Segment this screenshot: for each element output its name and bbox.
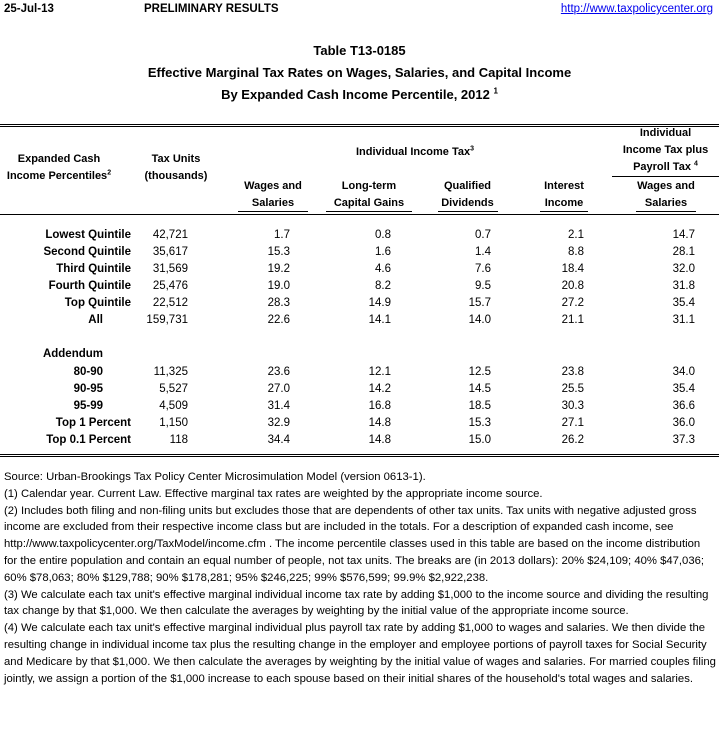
col-header-percentiles: Expanded Cash Income Percentiles$^2$ <box>6 153 112 182</box>
table-rule-bottom <box>0 454 719 455</box>
footnote-1: (1) Calendar year. Current Law. Effective marginal tax rates are weighted by the appropriate income source. <box>4 487 543 500</box>
table-rule-bottom-2 <box>0 456 719 457</box>
addendum-heading <box>0 348 719 365</box>
cell-interest: 27.2 <box>561 297 584 309</box>
cell-units: 22,512 <box>152 297 188 309</box>
cell-wages: 1.7 <box>274 229 290 241</box>
cell-interest: 2.1 <box>568 229 584 241</box>
cell-units: 5,527 <box>159 383 188 395</box>
payroll-wages-underline <box>636 211 696 212</box>
col-group-payroll: Individual Income Tax plus Payroll Tax $^4$ <box>622 127 709 173</box>
cell-payroll: 35.4 <box>672 383 695 395</box>
table-row-total <box>0 314 719 331</box>
ltcg-underline <box>326 211 412 212</box>
status-label: PRELIMINARY RESULTS <box>144 3 279 15</box>
col-header-interest: Interest Income <box>544 180 584 209</box>
cell-dividends: 7.6 <box>475 263 491 275</box>
cell-ltcg: 14.8 <box>368 434 391 446</box>
row-label: 80-90 <box>73 366 103 378</box>
cell-units: 159,731 <box>146 314 188 326</box>
table-row <box>0 366 719 383</box>
cell-units: 35,617 <box>152 246 188 258</box>
cell-interest: 30.3 <box>561 400 584 412</box>
header-rule-bottom <box>0 214 719 215</box>
addendum-label: Addendum <box>42 348 103 360</box>
cell-payroll: 37.3 <box>672 434 695 446</box>
cell-ltcg: 12.1 <box>368 366 391 378</box>
cell-wages: 31.4 <box>267 400 290 412</box>
footnote-3: (3) We calculate each tax unit's effective marginal individual income tax rate by adding $1,000 to the income source and dividing the resulting tax change by that $1,000. We then calculate the averages by weighting by the initial value of the appropriate income source. <box>4 588 709 618</box>
table-title: Effective Marginal Tax Rates on Wages, Salaries, and Capital Income <box>147 65 572 80</box>
cell-ltcg: 16.8 <box>368 400 391 412</box>
cell-wages: 23.6 <box>267 366 290 378</box>
cell-ltcg: 14.8 <box>368 417 391 429</box>
cell-payroll: 36.6 <box>672 400 695 412</box>
cell-payroll: 31.1 <box>672 314 695 326</box>
col-header-dividends: Qualified Dividends <box>441 180 494 209</box>
website-link[interactable]: http://www.taxpolicycenter.org <box>560 3 713 15</box>
row-label: Second Quintile <box>43 246 131 258</box>
cell-wages: 28.3 <box>267 297 290 309</box>
dividends-underline <box>438 211 498 212</box>
cell-wages: 19.2 <box>267 263 290 275</box>
interest-underline <box>540 211 588 212</box>
cell-ltcg: 1.6 <box>375 246 391 258</box>
cell-ltcg: 14.1 <box>368 314 391 326</box>
footnote-2: (2) Includes both filing and non-filing units but excludes those that are dependents of other tax units. Tax units with negative adjusted gross income are excluded from their respective income class but are included in the totals. For a description of expanded cash income, see http://www.taxpolicycenter.org/TaxModel/income.cfm . The income percentile classes used in this table are based on the income distribution for the entire population and contain an equal number of people, not tax units. The breaks are (in 2013 dollars): 20% $24,109; 40% $47,036; 60% $78,063; 80% $129,788; 90% $178,281; 95% $246,225; 99% $576,599; 99.9% $2,922,238. <box>4 504 705 584</box>
table-subtitle: By Expanded Cash Income Percentile, 2012 $^1$ <box>221 86 498 102</box>
table-row <box>0 280 719 297</box>
col-header-payroll-wages: Wages and Salaries <box>637 180 695 209</box>
cell-interest: 20.8 <box>561 280 584 292</box>
cell-interest: 21.1 <box>561 314 584 326</box>
cell-wages: 22.6 <box>267 314 290 326</box>
cell-interest: 26.2 <box>561 434 584 446</box>
table-row <box>0 400 719 417</box>
row-label: Top 1 Percent <box>55 417 131 429</box>
table-row <box>0 434 719 451</box>
row-label: 95-99 <box>73 400 103 412</box>
table-id: Table T13-0185 <box>313 43 406 58</box>
cell-payroll: 34.0 <box>672 366 695 378</box>
cell-units: 31,569 <box>152 263 188 275</box>
footnote-ref-1: 1 <box>493 86 498 96</box>
cell-dividends: 14.5 <box>468 383 491 395</box>
source-note: Source: Urban-Brookings Tax Policy Center Microsimulation Model (version 0613-1). <box>4 471 426 483</box>
cell-interest: 27.1 <box>561 417 584 429</box>
cell-dividends: 12.5 <box>468 366 491 378</box>
cell-interest: 25.5 <box>561 383 584 395</box>
col-group-income-tax: Individual Income Tax$^3$ <box>355 145 474 158</box>
cell-ltcg: 8.2 <box>375 280 391 292</box>
cell-ltcg: 0.8 <box>375 229 391 241</box>
cell-dividends: 15.0 <box>468 434 491 446</box>
row-label: All <box>88 314 103 326</box>
cell-ltcg: 4.6 <box>375 263 391 275</box>
cell-payroll: 32.0 <box>672 263 695 275</box>
row-label: Top Quintile <box>64 297 131 309</box>
cell-units: 11,325 <box>153 366 188 378</box>
report-date: 25-Jul-13 <box>4 3 54 15</box>
cell-payroll: 28.1 <box>672 246 695 258</box>
col-header-wages: Wages and Salaries <box>244 180 302 209</box>
cell-dividends: 15.7 <box>468 297 491 309</box>
table-row <box>0 263 719 280</box>
row-label: 90-95 <box>73 383 103 395</box>
cell-ltcg: 14.9 <box>368 297 391 309</box>
cell-interest: 8.8 <box>568 246 584 258</box>
col-header-tax-units: Tax Units (thousands) <box>144 153 208 182</box>
cell-units: 25,476 <box>152 280 188 292</box>
table-row <box>0 297 719 314</box>
row-label: Third Quintile <box>56 263 131 275</box>
cell-wages: 32.9 <box>267 417 290 429</box>
cell-wages: 27.0 <box>267 383 290 395</box>
cell-payroll: 35.4 <box>672 297 695 309</box>
table-row <box>0 417 719 434</box>
cell-dividends: 18.5 <box>468 400 491 412</box>
row-label: Lowest Quintile <box>45 229 131 241</box>
cell-payroll: 14.7 <box>672 229 695 241</box>
cell-wages: 19.0 <box>267 280 290 292</box>
cell-units: 1,150 <box>159 417 188 429</box>
table-row <box>0 229 719 246</box>
wages-underline <box>238 211 308 212</box>
row-label: Fourth Quintile <box>48 280 131 292</box>
table-title-block <box>0 40 719 106</box>
cell-interest: 23.8 <box>561 366 584 378</box>
cell-dividends: 1.4 <box>475 246 491 258</box>
top-bar <box>4 3 715 17</box>
cell-dividends: 15.3 <box>468 417 491 429</box>
payroll-group-rule <box>612 176 719 177</box>
footnotes <box>4 469 716 687</box>
cell-dividends: 0.7 <box>475 229 491 241</box>
cell-wages: 15.3 <box>267 246 290 258</box>
table-row <box>0 383 719 400</box>
cell-interest: 18.4 <box>561 263 584 275</box>
cell-units: 4,509 <box>159 400 188 412</box>
cell-payroll: 36.0 <box>672 417 695 429</box>
col-header-ltcg: Long-term Capital Gains <box>333 180 405 209</box>
cell-units: 42,721 <box>152 229 188 241</box>
cell-dividends: 14.0 <box>468 314 491 326</box>
cell-dividends: 9.5 <box>475 280 491 292</box>
cell-units: 118 <box>169 434 188 446</box>
cell-wages: 34.4 <box>267 434 290 446</box>
row-label: Top 0.1 Percent <box>46 434 131 446</box>
cell-ltcg: 14.2 <box>368 383 391 395</box>
cell-payroll: 31.8 <box>672 280 695 292</box>
table-row <box>0 246 719 263</box>
footnote-4: (4) We calculate each tax unit's effective marginal individual plus payroll tax rate by adding $1,000 to wages and salaries. We then divide the resulting change in individual income tax plus the resulting change in the employer and employee portions of payroll taxes for Social Security and Medicare by that $1,000. We then calculate the averages by weighting by the initial value of wages and salaries. For married couples filing jointly, we assign a portion of the $1,000 increase to each spouse based on their initial shares of the household's total wages and salaries. <box>4 622 716 685</box>
